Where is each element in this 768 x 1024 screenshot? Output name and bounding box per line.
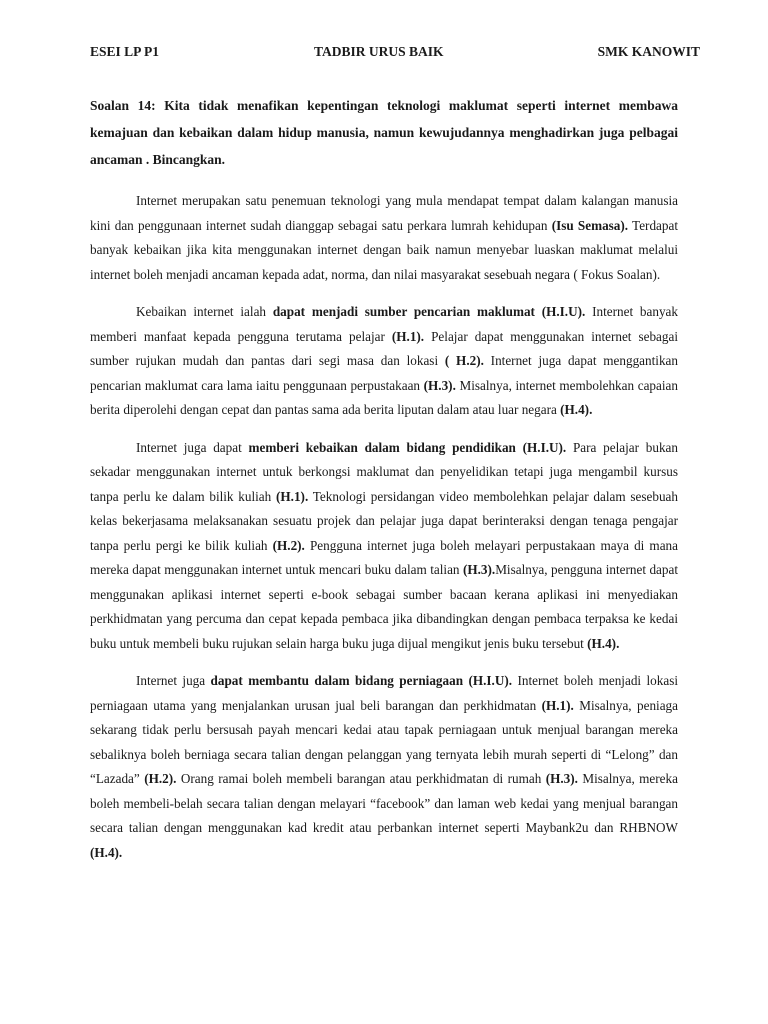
text-run: Internet juga dapat (136, 439, 249, 455)
bold-run: (H.4). (90, 844, 123, 860)
document-body (90, 92, 678, 878)
bold-run: (H.1). (391, 328, 425, 344)
bold-run: (H.1). (276, 488, 309, 504)
bold-run: (H.3). (462, 562, 496, 577)
bold-run: (H.3). (423, 377, 456, 393)
header-title: TADBIR URUS BAIK (314, 44, 444, 59)
bold-run: (H.1). (541, 697, 574, 713)
bold-run: (H.4). (587, 635, 620, 651)
text-run: Misalnya, mereka boleh membeli-belah secara talian dengan melayari “facebook” dan laman web kedai yang menjual barangan secara talian dengan menggunakan kad kredit atau perbankan internet seperti Maybank2u dan RHBNOW (90, 771, 678, 835)
bold-run: (H.2). (144, 771, 177, 786)
header-school: SMK KANOWIT (597, 44, 700, 59)
bold-run: (Isu Semasa). (551, 217, 629, 233)
paragraph (90, 300, 678, 423)
paragraph (90, 669, 678, 865)
bold-run: dapat membantu dalam bidang perniagaan (H.I.U). (210, 673, 513, 688)
text-run: Terdapat banyak kebaikan jika kita menggunakan internet dengan baik namun menyebar luaskan maklumat melalui internet boleh menjadi ancaman kepada adat, norma, dan nilai masyarakat sesebuah negara ( Fokus Soalan). (90, 217, 678, 282)
essay-question: Soalan 14: Kita tidak menafikan kepentingan teknologi maklumat seperti internet membawa kemajuan dan kebaikan dalam hidup manusia, namun kewujudannya menghadirkan juga pelbagai ancaman . Bincangkan. (90, 98, 678, 167)
text-run: Internet boleh menjadi lokasi perniagaan utama yang menjalankan urusan jual beli barangan dan perkhidmatan (90, 673, 678, 713)
bold-run: ( H.2). (444, 353, 484, 368)
text-run: Internet juga dapat menggantikan pencarian maklumat cara lama iaitu penggunaan perpustakaan (90, 353, 678, 393)
text-run: Pengguna internet juga boleh melayari perpustakaan maya di mana mereka dapat menggunakan internet untuk mencari buku dalam talian (90, 537, 678, 577)
text-run: Internet banyak memberi manfaat kepada pengguna terutama pelajar (90, 304, 678, 344)
text-run: Teknologi persidangan video membolehkan pelajar dalam sesebuah kelas bekerjasama melaksanakan sesuatu projek dan pelajar juga dapat berinteraksi dengan tenaga pengajar tanpa perlu pergi ke bilik kuliah (90, 488, 679, 553)
text-run: Orang ramai boleh membeli barangan atau perkhidmatan di rumah (176, 771, 546, 786)
paragraph (90, 436, 678, 657)
text-run: Para pelajar bukan sekadar menggunakan internet untuk berkongsi maklumat dan penyelidikan tetapi juga mengambil kursus tanpa perlu ke dalam bilik kuliah (90, 439, 678, 504)
bold-run: (H.3). (545, 771, 578, 786)
text-run: Internet juga (136, 673, 211, 688)
text-run: Pelajar dapat menggunakan internet sebagai sumber rujukan mudah dan pantas dari segi masa dan lokasi (90, 328, 679, 368)
text-run: Misalnya, pengguna internet dapat menggunakan aplikasi internet seperti e-book sebagai sumber bacaan kerana aplikasi ini menyediakan perkhidmatan yang percuma dan cepat kepada pembaca jika dibandingkan dengan pembaca terpaksa ke kedai buku untuk membeli buku rujukan selain harga buku juga dijual mengikut jenis buku tersebut (90, 562, 679, 651)
page-header (90, 44, 700, 64)
bold-run: (H.4). (560, 402, 593, 417)
text-run: Misalnya, internet membolehkan capaian berita diperolehi dengan cepat dan pantas sama ada berita liputan dalam atau luar negara (90, 377, 678, 417)
essay-paragraphs (90, 189, 678, 865)
bold-run: dapat menjadi sumber pencarian maklumat (H.I.U). (272, 304, 586, 319)
text-run: Kebaikan internet ialah (136, 304, 273, 319)
paragraph (90, 189, 678, 287)
header-left: ESEI LP P1 (90, 44, 160, 59)
text-run: Internet merupakan satu penemuan teknologi yang mula mendapat tempat dalam kalangan manusia kini dan penggunaan internet sudah dianggap sebagai satu perkara lumrah kehidupan (90, 193, 678, 233)
bold-run: memberi kebaikan dalam bidang pendidikan (H.I.U). (248, 439, 567, 455)
bold-run: (H.2). (272, 537, 305, 553)
text-run: Misalnya, peniaga sekarang tidak perlu bersusah payah mencari kedai atau tapak perniagaan untuk menjual barangan mereka sebaliknya boleh berniaga secara talian dengan pelanggan yang ternyata lebih murah seperti di “Lelong” dan “Lazada” (90, 697, 678, 786)
